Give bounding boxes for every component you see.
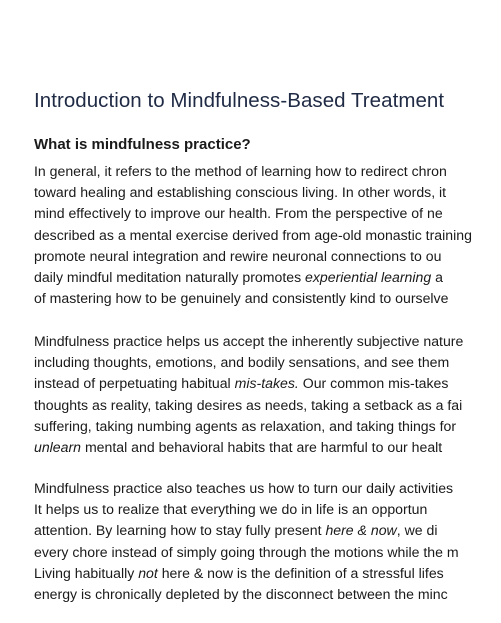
paragraph-3 — [34, 478, 501, 605]
document-page — [34, 0, 501, 623]
section-heading: What is mindfulness practice? — [34, 136, 251, 153]
text-run: of mastering how to be genuinely and consistently kind to ourselve — [34, 290, 449, 307]
text-run: Living habitually — [34, 564, 139, 581]
text-run: In general, it refers to the method of learning how to redirect chron — [34, 163, 447, 179]
text-run: Our common mis-takes — [298, 375, 449, 392]
text-run: , we di — [396, 522, 438, 539]
text-line — [34, 267, 501, 288]
text-run: promote neural integration and rewire neuronal connections to ou — [34, 247, 442, 264]
text-run: Mindfulness practice also teaches us how to turn our daily activities — [34, 480, 454, 496]
text-line — [34, 161, 501, 182]
text-line — [34, 478, 501, 499]
text-run: daily mindful meditation naturally promotes — [34, 268, 306, 285]
text-run: a — [431, 268, 443, 285]
text-line — [34, 395, 501, 416]
text-line — [34, 246, 501, 267]
text-run: instead of perpetuating habitual — [34, 375, 235, 392]
text-run: described as a mental exercise derived from age-old monastic training — [34, 226, 472, 243]
text-run: here & now is the definition of a stressful lifes — [157, 564, 444, 581]
text-line — [34, 563, 501, 584]
text-line — [34, 288, 501, 309]
emphasized-text: experiential learning — [305, 268, 432, 285]
text-line — [34, 520, 501, 541]
emphasized-text: mis-takes. — [234, 375, 299, 392]
text-line — [34, 416, 501, 437]
text-line — [34, 542, 501, 563]
text-run: energy is chronically depleted by the disconnect between the minc — [34, 585, 448, 602]
text-line — [34, 584, 501, 605]
text-run: including thoughts, emotions, and bodily sensations, and see them — [34, 354, 450, 371]
paragraph-2 — [34, 331, 501, 458]
text-run: toward healing and establishing conscious living. In other words, it — [34, 184, 447, 201]
text-run: It helps us to realize that everything we do in life is an opportun — [34, 501, 428, 518]
text-run: thoughts as reality, taking desires as needs, taking a setback as a fai — [34, 396, 463, 413]
text-run: mental and behavioral habits that are harmful to our healt — [81, 438, 443, 455]
text-line — [34, 225, 501, 246]
text-line — [34, 331, 501, 352]
emphasized-text: unlearn — [34, 438, 82, 455]
emphasized-text: not — [138, 564, 158, 581]
text-line — [34, 182, 501, 203]
text-run: suffering, taking numbing agents as relaxation, and taking things for — [34, 417, 457, 434]
text-run: Mindfulness practice helps us accept the inherently subjective nature — [34, 333, 464, 349]
text-line — [34, 352, 501, 373]
paragraph-1 — [34, 161, 501, 309]
text-line — [34, 373, 501, 394]
text-run: every chore instead of simply going through the motions while the m — [34, 543, 459, 560]
document-title: Introduction to Mindfulness-Based Treatment — [34, 89, 445, 112]
text-line — [34, 203, 501, 224]
text-line — [34, 437, 501, 458]
text-run: attention. By learning how to stay fully present — [34, 522, 326, 539]
text-line — [34, 499, 501, 520]
text-run: mind effectively to improve our health. From the perspective of ne — [34, 205, 443, 222]
emphasized-text: here & now — [325, 522, 397, 539]
